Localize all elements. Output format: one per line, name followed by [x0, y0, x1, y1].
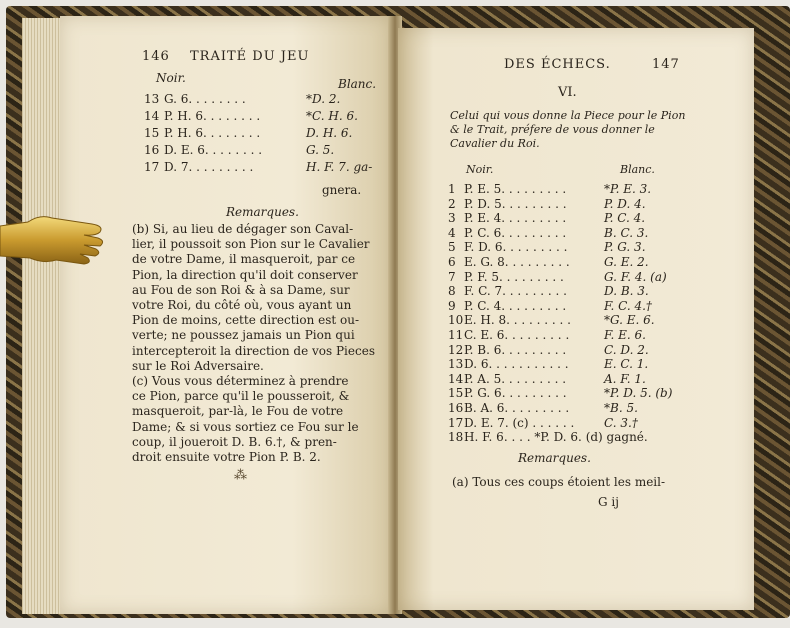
move-noir: E. G. 8. . . . . . . . .: [464, 255, 570, 269]
move-blanc: P. D. 4.: [604, 196, 646, 211]
page-edges: [22, 18, 62, 614]
move-number: 14: [144, 109, 160, 123]
move-number: 4: [448, 225, 456, 240]
move-blanc: D. H. 6.: [306, 126, 353, 140]
move-noir: P. G. 6. . . . . . . . .: [464, 386, 567, 401]
remark-line: de votre Dame, il masqueroit, par ce: [132, 252, 356, 267]
ornament-icon: ⁂: [234, 468, 247, 483]
move-blanc: F. C. 4.†: [604, 298, 652, 313]
move-blanc: A. F. 1.: [604, 371, 646, 386]
move-number: 6: [448, 255, 456, 269]
section-number: VI.: [558, 85, 577, 100]
move-blanc: G. E. 2.: [604, 255, 649, 269]
remark-line: verte; ne poussez jamais un Pion qui: [132, 328, 355, 343]
move-number: 17: [144, 160, 160, 174]
move-noir: D. 6. . . . . . . . . . .: [464, 357, 569, 372]
move-blanc: H. F. 7. ga-: [306, 160, 373, 174]
move-noir: H. F. 6. . . . *P. D. 6. (d) gagné.: [464, 430, 648, 445]
move-number: 16: [448, 401, 464, 415]
remark-line: au Fou de son Roi & à sa Dame, sur: [132, 282, 350, 297]
left-page: [60, 16, 392, 614]
move-noir: P. D. 5. . . . . . . . .: [464, 196, 567, 211]
right-running-head: DES ÉCHECS.: [504, 57, 611, 72]
move-blanc: F. E. 6.: [604, 328, 646, 342]
move-blanc: *B. 5.: [604, 401, 638, 415]
move-blanc: G. F. 4. (a): [604, 269, 667, 284]
move-number: 13: [448, 357, 464, 372]
move-blanc: *P. E. 3.: [604, 182, 652, 196]
right-page: [398, 28, 754, 610]
left-page-number: 146: [142, 49, 170, 64]
move-noir: P. B. 6. . . . . . . . .: [464, 342, 567, 357]
right-col-blanc: Blanc.: [620, 163, 655, 176]
move-noir: C. E. 6. . . . . . . . .: [464, 328, 570, 342]
move-number: 16: [144, 143, 160, 157]
remark-line: (b) Si, au lieu de dégager son Caval-: [132, 222, 354, 236]
move-noir: F. D. 6. . . . . . . . .: [464, 240, 568, 255]
move-noir: G. 6. . . . . . . .: [164, 92, 246, 106]
move-blanc: C. D. 2.: [604, 342, 649, 357]
move-noir: D. E. 6. . . . . . . .: [164, 143, 263, 157]
remark-line: Dame; & si vous sortiez ce Fou sur le: [132, 419, 359, 434]
move-blanc: E. C. 1.: [604, 357, 649, 372]
right-col-noir: Noir.: [466, 163, 494, 176]
intro-line: Cavalier du Roi.: [450, 137, 540, 150]
move-number: 15: [448, 386, 464, 401]
move-blanc: C. 3.†: [604, 415, 638, 430]
move-number: 9: [448, 298, 456, 313]
move-noir: P. E. 5. . . . . . . . .: [464, 182, 567, 196]
move-blanc: *C. H. 6.: [306, 109, 358, 123]
move-noir: E. H. 8. . . . . . . . .: [464, 313, 571, 328]
move-number: 7: [448, 269, 456, 284]
left-moves-continuation: gnera.: [322, 183, 362, 197]
move-number: 11: [448, 328, 464, 342]
remark-line: votre Roi, du côté où, vous ayant un: [132, 298, 352, 312]
remark-line: Pion, la direction qu'il doit conserver: [132, 267, 358, 282]
move-number: 1: [448, 182, 456, 196]
left-col-blanc: Blanc.: [338, 77, 377, 91]
move-blanc: *P. D. 5. (b): [604, 386, 673, 401]
move-blanc: *D. 2.: [306, 92, 341, 106]
move-number: 13: [144, 92, 160, 106]
remark-line: Pion de moins, cette direction est ou-: [132, 313, 360, 328]
move-noir: P. C. 6. . . . . . . . .: [464, 225, 567, 240]
move-blanc: G. 5.: [306, 143, 335, 157]
page-signature: G ij: [598, 495, 619, 509]
move-noir: P. A. 5. . . . . . . . .: [464, 371, 567, 386]
move-blanc: P. C. 4.: [604, 211, 646, 226]
move-number: 3: [448, 211, 456, 226]
right-page-number: 147: [652, 57, 680, 72]
move-noir: F. C. 7. . . . . . . . .: [464, 284, 567, 299]
remark-line: coup, il joueroit D. B. 6.†, & pren-: [132, 434, 337, 449]
move-number: 17: [448, 415, 464, 430]
move-blanc: P. G. 3.: [604, 240, 646, 255]
right-remark-line: (a) Tous ces coups étoient les meil-: [452, 475, 666, 489]
move-blanc: B. C. 3.: [604, 225, 649, 240]
remark-line: intercepteroit la direction de vos Pieces: [132, 343, 375, 358]
move-noir: D. E. 7. (c) . . . . . .: [464, 415, 575, 430]
remark-line: (c) Vous vous déterminez à prendre: [132, 374, 349, 388]
move-number: 8: [448, 284, 456, 299]
move-blanc: D. B. 3.: [604, 284, 649, 299]
move-number: 18: [448, 430, 464, 445]
remark-line: sur le Roi Adversaire.: [132, 358, 264, 373]
move-noir: D. 7. . . . . . . . .: [164, 160, 254, 174]
remark-line: lier, il poussoit son Pion sur le Cavalier: [132, 237, 370, 252]
brass-hand-bookmark-icon: [0, 208, 108, 270]
move-number: 10: [448, 313, 464, 328]
move-blanc: *G. E. 6.: [604, 313, 655, 328]
move-noir: P. H. 6. . . . . . . .: [164, 126, 261, 140]
right-remarks-title: Remarques.: [518, 451, 591, 465]
remark-line: droit ensuite votre Pion P. B. 2.: [132, 450, 321, 464]
move-noir: P. H. 6. . . . . . . .: [164, 109, 261, 123]
move-noir: P. E. 4. . . . . . . . .: [464, 211, 567, 226]
left-col-noir: Noir.: [156, 71, 186, 85]
left-remarks-title: Remarques.: [226, 205, 299, 219]
move-number: 14: [448, 371, 464, 386]
move-number: 12: [448, 342, 464, 357]
remark-line: masqueroit, par-là, le Fou de votre: [132, 404, 344, 419]
move-noir: B. A. 6. . . . . . . . .: [464, 401, 570, 415]
intro-line: Celui qui vous donne la Piece pour le Pion: [450, 109, 686, 122]
move-noir: P. C. 4. . . . . . . . .: [464, 298, 567, 313]
intro-line: & le Trait, préfere de vous donner le: [450, 123, 655, 136]
left-running-head: TRAITÉ DU JEU: [190, 49, 310, 64]
move-noir: P. F. 5. . . . . . . . .: [464, 269, 564, 284]
remark-line: ce Pion, parce qu'il le pousseroit, &: [132, 389, 350, 404]
move-number: 2: [448, 196, 456, 211]
move-number: 15: [144, 126, 160, 140]
move-number: 5: [448, 240, 456, 255]
